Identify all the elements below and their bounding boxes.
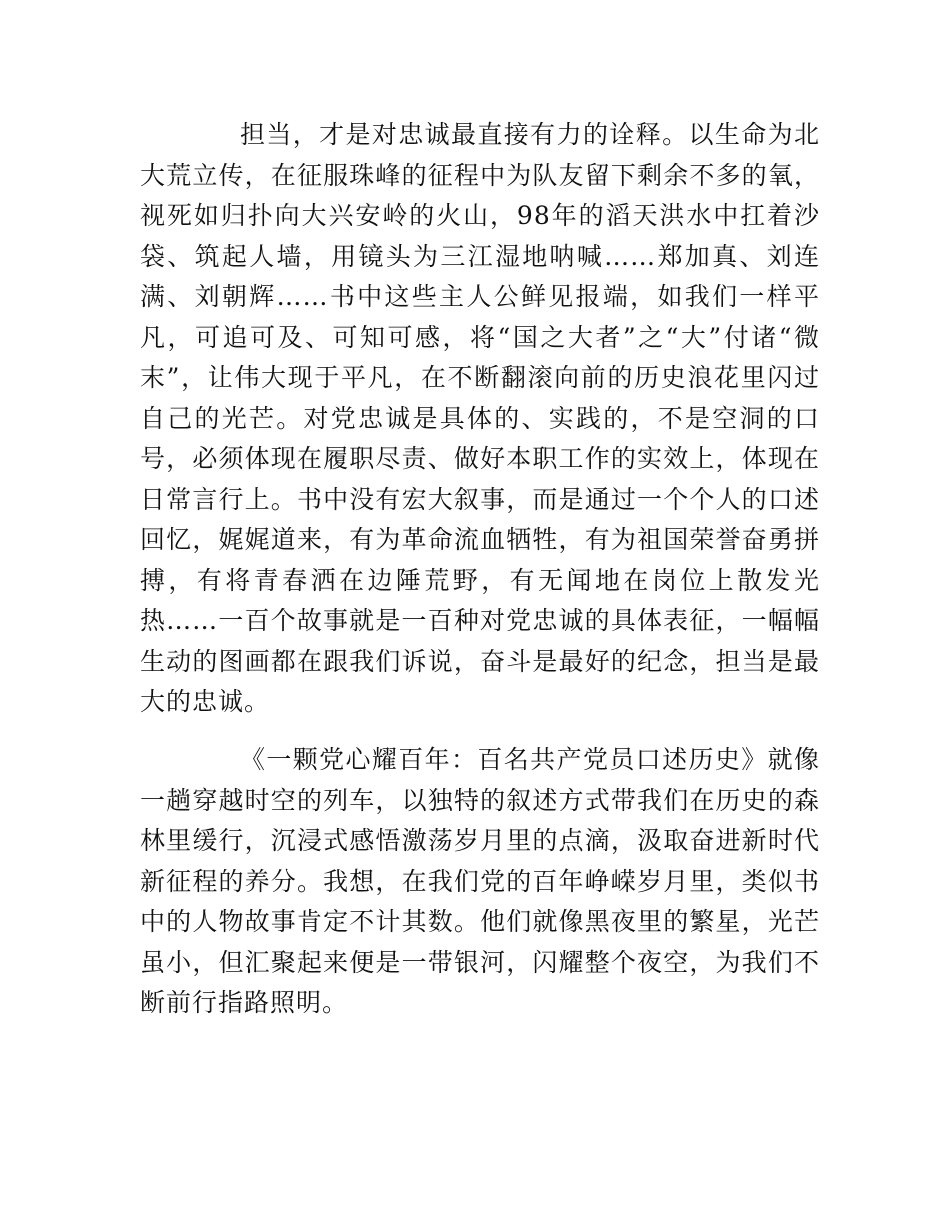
body-paragraph-2: 《一颗党心耀百年：百名共产党员口述历史》就像一趟穿越时空的列车，以独特的叙述方式带我们在历史的森林里缓行，沉浸式感悟激荡岁月里的点滴，汲取奋进新时代新征程的养分。我想，在我们党的百年峥嵘岁月里，类似书中的人物故事肯定不计其数。他们就像黑夜里的繁星，光芒虽小，但汇聚起来便是一带银河，闪耀整个夜空，为我们不断前行指路照明。 xyxy=(140,745,820,1017)
body-paragraph-1: 担当，才是对忠诚最直接有力的诠释。以生命为北大荒立传，在征服珠峰的征程中为队友留下剩余不多的氧，视死如归扑向大兴安岭的火山，98年的滔天洪水中扛着沙袋、筑起人墙，用镜头为三江湿地呐喊……郑加真、刘连满、刘朝辉……书中这些主人公鲜见报端，如我们一样平凡，可追可及、可知可感，将“国之大者”之“大”付诸“微末”，让伟大现于平凡，在不断翻滚向前的历史浪花里闪过自己的光芒。对党忠诚是具体的、实践的，不是空洞的口号，必须体现在履职尽责、做好本职工作的实效上，体现在日常言行上。书中没有宏大叙事，而是通过一个个人的口述回忆，娓娓道来，有为革命流血牺牲，有为祖国荣誉奋勇拼搏，有将青春洒在边陲荒野，有无闻地在岗位上散发光热……一百个故事就是一百种对党忠诚的具体表征，一幅幅生动的图画都在跟我们诉说，奋斗是最好的纪念，担当是最大的忠诚。 xyxy=(140,120,820,716)
